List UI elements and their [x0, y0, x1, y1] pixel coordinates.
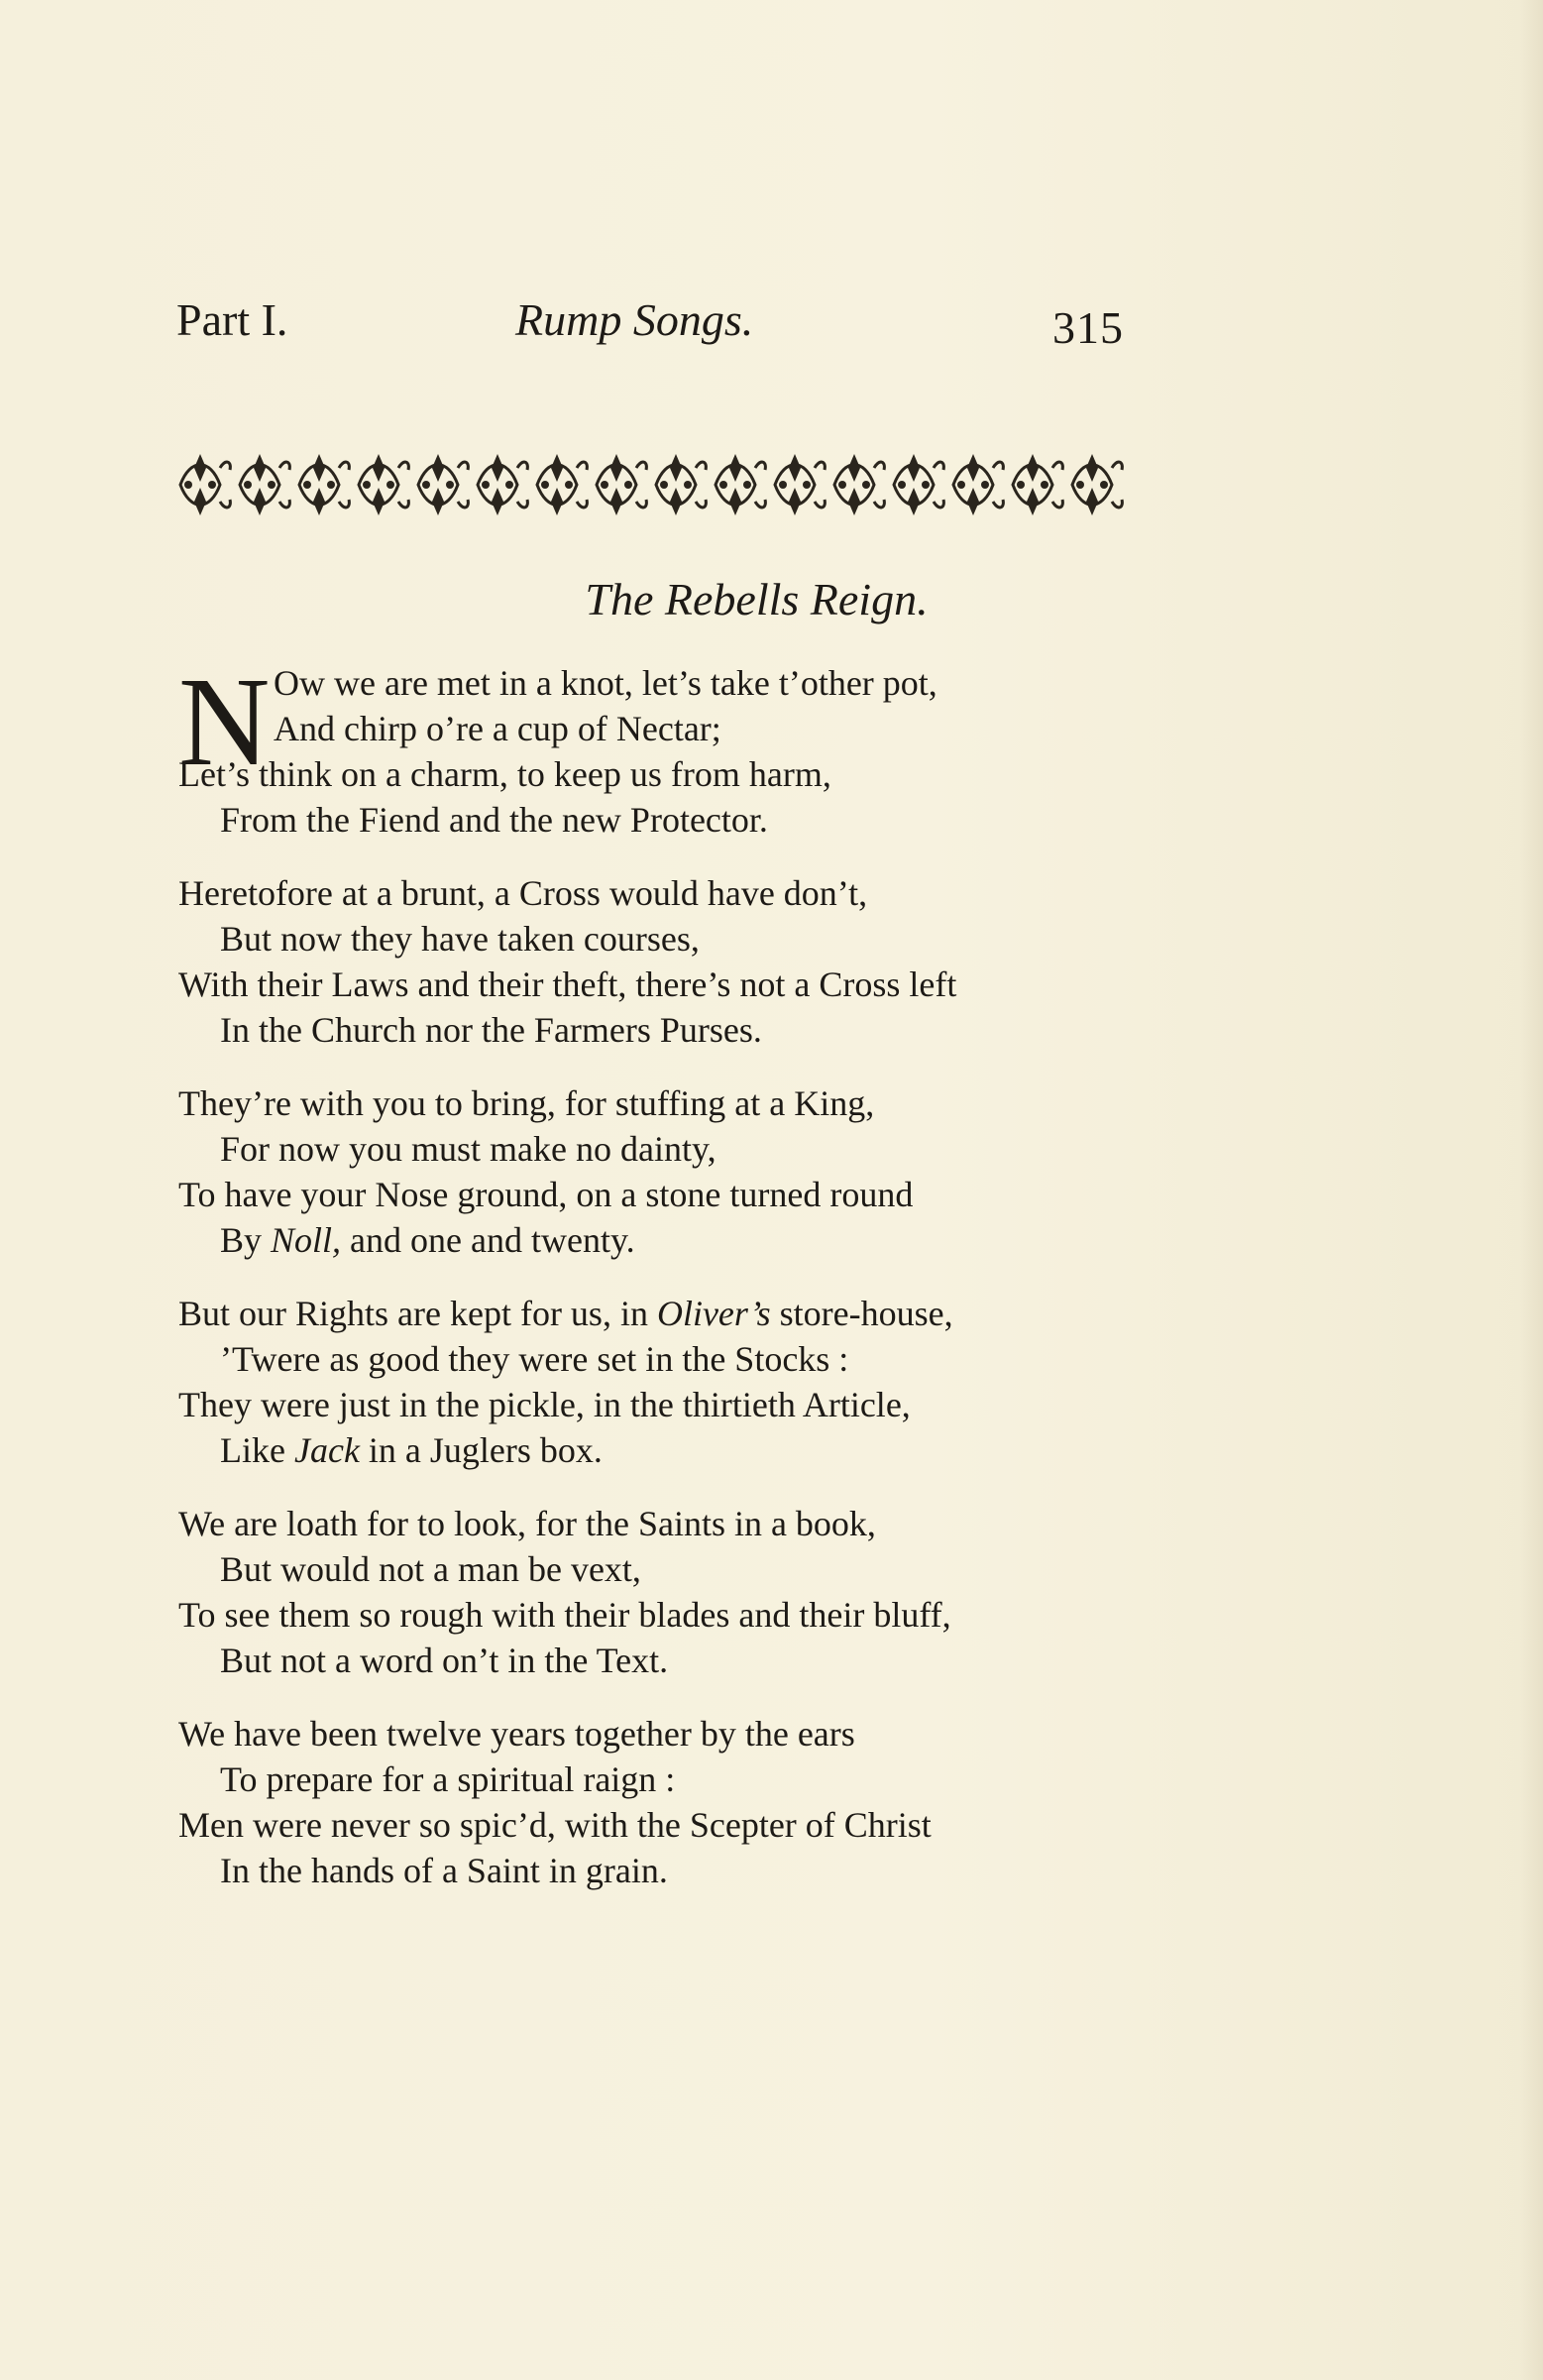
poem-line: ’Twere as good they were set in the Stocks : — [220, 1339, 849, 1379]
line-text: and one and twenty. — [341, 1220, 635, 1260]
line-text: store-house, — [770, 1294, 953, 1333]
poem-line: We have been twelve years together by the ears — [178, 1714, 855, 1754]
fleuron-unit — [299, 454, 349, 515]
poem-line: We are loath for to look, for the Saints in a book, — [178, 1504, 876, 1543]
poem-line: In the Church nor the Farmers Purses. — [220, 1010, 762, 1050]
fleuron-unit — [656, 454, 706, 515]
poem-line: And chirp o’re a cup of Nectar; — [274, 709, 721, 748]
italic-name: Oliver’s — [656, 1294, 771, 1333]
poem-title — [0, 573, 1543, 625]
poem-line: From the Fiend and the new Protector. — [220, 800, 768, 840]
fleuron-unit — [716, 454, 765, 515]
poem-line: But not a word on’t in the Text. — [220, 1641, 669, 1680]
fleuron-border-icon — [174, 448, 1130, 521]
poem-line: With their Laws and their theft, there’s not a Cross left — [178, 964, 957, 1004]
fleuron-unit — [359, 454, 408, 515]
poem-line: But now they have taken courses, — [220, 919, 700, 959]
running-head — [176, 293, 1128, 363]
poem-line: Ow we are met in a knot, let’s take t’other pot, — [274, 663, 937, 703]
poem-line — [178, 1291, 1169, 1336]
italic-name: Noll, — [271, 1220, 342, 1260]
poem-line: For now you must make no dainty, — [220, 1129, 716, 1169]
stanza-6 — [178, 1711, 1169, 1893]
poem-line — [178, 1427, 1169, 1473]
line-text: But our Rights are kept for us, in — [178, 1294, 657, 1333]
fleuron-unit — [180, 454, 230, 515]
running-head-part: Part I. — [176, 294, 288, 345]
poem-line: Let’s think on a charm, to keep us from harm, — [178, 754, 831, 794]
poem-line: But would not a man be vext, — [220, 1549, 641, 1589]
page-number: 315 — [1052, 302, 1124, 353]
fleuron-unit — [775, 454, 825, 515]
line-text: Like — [220, 1430, 294, 1470]
poem-line: To have your Nose ground, on a stone turned round — [178, 1175, 914, 1214]
fleuron-unit — [537, 454, 587, 515]
drop-cap: N — [178, 651, 271, 792]
stanza-5 — [178, 1501, 1169, 1683]
poem-line: They were just in the pickle, in the thirtieth Article, — [178, 1385, 911, 1424]
running-head-title: Rump Songs. — [515, 294, 754, 345]
fleuron-unit — [1013, 454, 1062, 515]
page-edge-shadow — [1519, 0, 1543, 2380]
stanza-1 — [178, 651, 1169, 843]
fleuron-unit — [597, 454, 646, 515]
poem-line: To see them so rough with their blades and their bluff, — [178, 1595, 951, 1635]
poem-line: To prepare for a spiritual raign : — [220, 1759, 676, 1799]
poem-line: They’re with you to bring, for stuffing at a King, — [178, 1083, 875, 1123]
line-text: By — [220, 1220, 272, 1260]
fleuron-unit — [834, 454, 884, 515]
stanza-2 — [178, 870, 1169, 1053]
fleuron-unit — [418, 454, 468, 515]
line-text: in a Juglers box. — [359, 1430, 603, 1470]
fleuron-unit — [894, 454, 943, 515]
fleuron-unit — [478, 454, 527, 515]
poem-line — [178, 1217, 1169, 1263]
poem-line: In the hands of a Saint in grain. — [220, 1851, 668, 1890]
fleuron-unit — [240, 454, 289, 515]
stanza-4 — [178, 1291, 1169, 1473]
fleuron-unit — [1072, 454, 1122, 515]
stanza-3 — [178, 1080, 1169, 1263]
fleuron-unit — [953, 454, 1003, 515]
poem-line: Heretofore at a brunt, a Cross would have don’t, — [178, 873, 868, 913]
italic-name: Jack — [293, 1430, 360, 1470]
poem-line: Men were never so spic’d, with the Scepter of Christ — [178, 1805, 932, 1845]
poem-title-text: The Rebells Reign. — [585, 574, 929, 624]
